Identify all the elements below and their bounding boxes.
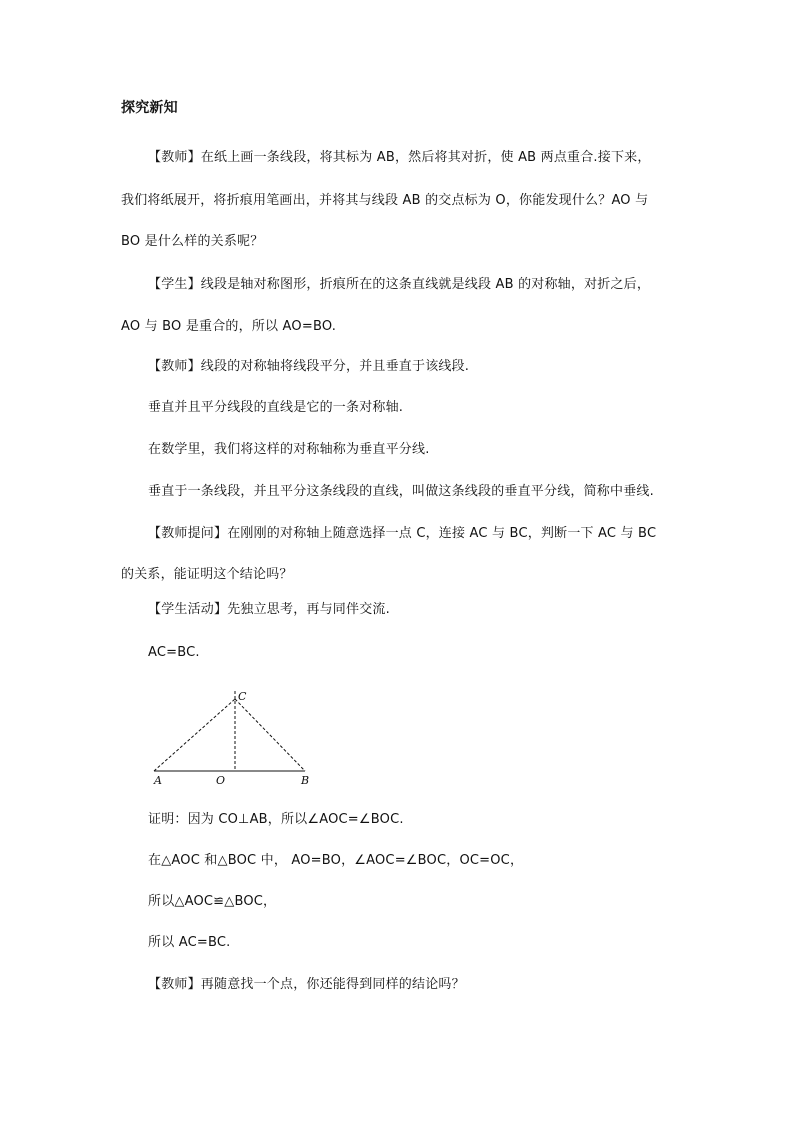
label-a: A <box>154 774 162 787</box>
label-c: C <box>238 690 247 703</box>
segment-ac <box>154 699 235 771</box>
paragraph-line: AC=BC. <box>148 645 200 660</box>
proof-line: 所以△AOC≌△BOC， <box>148 894 277 909</box>
paragraph-line: 【教师】线段的对称轴将线段平分，并且垂直于该线段. <box>148 359 470 374</box>
paragraph-line: BO 是什么样的关系呢？ <box>121 234 264 249</box>
triangle-figure <box>140 685 340 795</box>
paragraph-line: AO 与 BO 是重合的，所以 AO=BO. <box>121 319 337 334</box>
section-heading: 探究新知 <box>121 100 178 116</box>
label-o: O <box>216 774 226 787</box>
paragraph-line: 垂直并且平分线段的直线是它的一条对称轴. <box>148 400 404 415</box>
proof-line: 所以 AC=BC. <box>148 935 231 950</box>
paragraph-line: 【教师提问】在刚刚的对称轴上随意选择一点 C，连接 AC 与 BC，判断一下 AC 与 BC <box>148 526 657 541</box>
proof-line: 【教师】再随意找一个点，你还能得到同样的结论吗？ <box>148 977 465 992</box>
proof-line: 在△AOC 和△BOC 中， AO=BO，∠AOC=∠BOC，OC=OC， <box>148 853 524 868</box>
paragraph-line: 垂直于一条线段，并且平分这条线段的直线，叫做这条线段的垂直平分线，简称中垂线. <box>148 484 654 499</box>
paragraph-line: 的关系，能证明这个结论吗？ <box>121 567 293 582</box>
label-b: B <box>301 774 310 787</box>
paragraph-line: 【学生活动】先独立思考，再与同伴交流. <box>148 602 390 617</box>
paragraph-line: 在数学里，我们将这样的对称轴称为垂直平分线. <box>148 442 430 457</box>
paragraph-line: 【学生】线段是轴对称图形，折痕所在的这条直线就是线段 AB 的对称轴，对折之后， <box>148 277 651 292</box>
segment-bc <box>235 699 305 771</box>
proof-line: 证明：因为 CO⊥AB，所以∠AOC=∠BOC. <box>148 812 404 827</box>
paragraph-line: 我们将纸展开，将折痕用笔画出，并将其与线段 AB 的交点标为 O，你能发现什么？AO 与 <box>121 193 649 208</box>
paragraph-line: 【教师】在纸上画一条线段，将其标为 AB，然后将其对折，使 AB 两点重合.接下来， <box>148 150 651 165</box>
